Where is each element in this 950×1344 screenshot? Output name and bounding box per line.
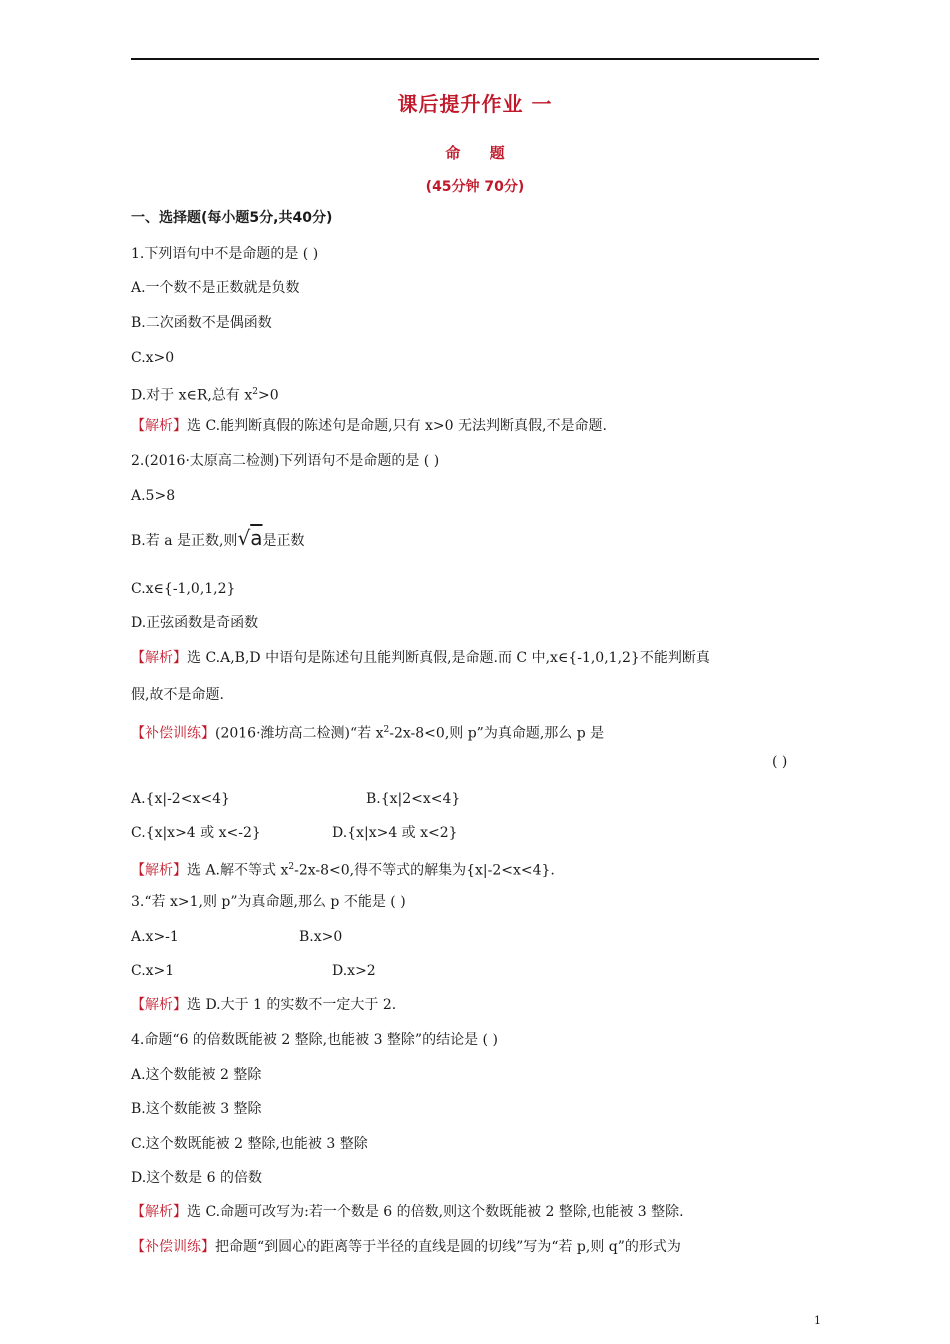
q4-option-b: B.这个数能被 3 整除 — [131, 1101, 262, 1117]
supplement-tag: 【补偿训练】 — [131, 1239, 215, 1255]
extra1-option-a: A.{x|-2<x<4} — [131, 791, 230, 807]
supplement-tag: 【补偿训练】 — [131, 725, 215, 742]
sqrt-symbol: √a — [237, 526, 263, 550]
extra1-option-d: D.{x|x>4 或 x<2} — [332, 825, 458, 841]
extra2-stem: 【补偿训练】把命题“到圆心的距离等于半径的直线是圆的切线”写为“若 p,则 q”的形式为 — [131, 1239, 681, 1255]
q1-option-d: D.对于 x∈R,总有 $x^2>0$ — [131, 387, 279, 404]
q1-option-c: C.x>0 — [131, 350, 175, 366]
q3-option-d: D.x>2 — [332, 963, 376, 979]
header-rule — [131, 58, 819, 60]
extra1-stem: 【补偿训练】(2016·潍坊高二检测)“若 $x^2-2x-8<0$,则 p”为真命题,那么 p 是 — [131, 725, 605, 742]
q3-option-a: A.x>-1 — [131, 929, 179, 945]
q4-analysis: 【解析】选 C.命题可改写为:若一个数是 6 的倍数,则这个数既能被 2 整除,也能被 3 整除. — [131, 1204, 684, 1220]
analysis-tag: 【解析】 — [131, 418, 187, 434]
q2-option-b: B.若 a 是正数,则√a是正数 — [131, 526, 305, 550]
section-heading: 一、选择题(每小题5分,共40分) — [131, 210, 333, 226]
analysis-tag: 【解析】 — [131, 650, 187, 666]
analysis-tag: 【解析】 — [131, 1204, 187, 1220]
q2-option-d: D.正弦函数是奇函数 — [131, 615, 259, 631]
q2-option-c: C.x∈{-1,0,1,2} — [131, 581, 236, 597]
extra1-analysis: 【解析】选 A.解不等式 $x^2-2x-8<0$,得不等式的解集为{x|-2<x<4}. — [131, 862, 555, 879]
analysis-tag: 【解析】 — [131, 997, 187, 1013]
extra1-paren: ( ) — [772, 754, 788, 770]
q3-option-b: B.x>0 — [299, 929, 343, 945]
extra1-option-b: B.{x|2<x<4} — [366, 791, 461, 807]
q4-option-c: C.这个数既能被 2 整除,也能被 3 整除 — [131, 1136, 368, 1152]
q1-analysis: 【解析】选 C.能判断真假的陈述句是命题,只有 x>0 无法判断真假,不是命题. — [131, 418, 607, 434]
q3-stem: 3.“若 x>1,则 p”为真命题,那么 p 不能是 ( ) — [131, 894, 406, 910]
time-score-info: (45分钟 70分) — [425, 179, 525, 195]
q2-analysis-line2: 假,故不是命题. — [131, 687, 224, 703]
q2-stem: 2.(2016·太原高二检测)下列语句不是命题的是 ( ) — [131, 453, 440, 469]
extra1-option-c: C.{x|x>4 或 x<-2} — [131, 825, 261, 841]
q4-option-a: A.这个数能被 2 整除 — [131, 1067, 262, 1083]
q3-analysis: 【解析】选 D.大于 1 的实数不一定大于 2. — [131, 997, 397, 1013]
q3-option-c: C.x>1 — [131, 963, 175, 979]
page-subtitle: 命 题 — [445, 144, 505, 162]
q4-stem: 4.命题“6 的倍数既能被 2 整除,也能被 3 整除”的结论是 ( ) — [131, 1032, 498, 1048]
q2-analysis-line1: 【解析】选 C.A,B,D 中语句是陈述句且能判断真假,是命题.而 C 中,x∈{-1,0,1,2}不能判断真 — [131, 650, 710, 666]
q2-option-a: A.5>8 — [131, 488, 176, 504]
q1-option-a: A.一个数不是正数就是负数 — [131, 280, 300, 296]
q4-option-d: D.这个数是 6 的倍数 — [131, 1170, 262, 1186]
page-title: 课后提升作业 一 — [397, 92, 553, 116]
analysis-tag: 【解析】 — [131, 862, 187, 879]
q1-option-b: B.二次函数不是偶函数 — [131, 315, 272, 331]
q1-stem: 1.下列语句中不是命题的是 ( ) — [131, 246, 319, 262]
page-number: 1 — [814, 1314, 821, 1327]
